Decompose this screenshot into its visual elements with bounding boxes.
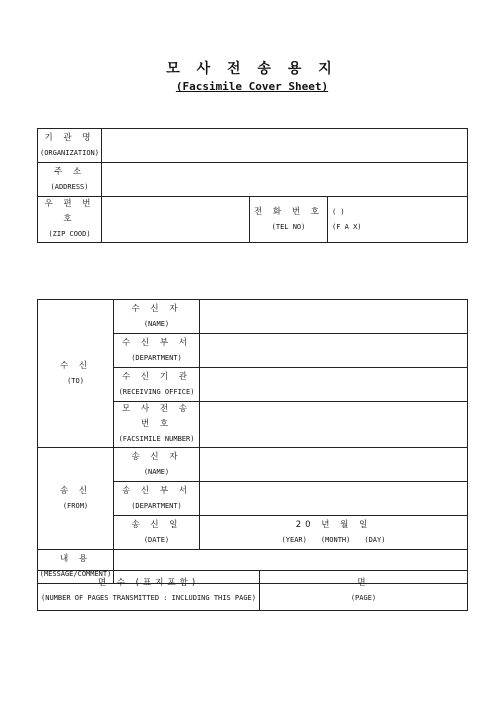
organization-label: 기 관 명 (ORGANIZATION) <box>38 129 102 163</box>
message-label: 내 용 (MESSAGE/COMMENT) <box>38 550 114 584</box>
from-date-label: 송 신 일 (DATE) <box>114 516 200 550</box>
to-office-field[interactable] <box>200 368 468 402</box>
from-name-label: 송 신 자 (NAME) <box>114 448 200 482</box>
to-group-label: 수 신 (TO) <box>38 300 114 448</box>
address-label: 주 소 (ADDRESS) <box>38 163 102 197</box>
pages-table <box>37 570 468 611</box>
tel-fax-field[interactable]: ( ) (F A X) <box>328 197 468 243</box>
from-dept-label: 송 신 부 서 (DEPARTMENT) <box>114 482 200 516</box>
page-subtitle: (Facsimile Cover Sheet) <box>175 80 329 93</box>
to-fax-label: 모 사 전 송 번 호 (FACSIMILE NUMBER) <box>114 402 200 448</box>
from-dept-field[interactable] <box>200 482 468 516</box>
to-fax-field[interactable] <box>200 402 468 448</box>
to-dept-label: 수 신 부 서 (DEPARTMENT) <box>114 334 200 368</box>
pages-field[interactable]: 면 (PAGE) <box>260 571 468 611</box>
address-field[interactable] <box>102 163 468 197</box>
from-name-field[interactable] <box>200 448 468 482</box>
page-title: 모 사 전 송 용 지 <box>166 61 338 77</box>
sender-info-table <box>37 128 468 243</box>
to-dept-field[interactable] <box>200 334 468 368</box>
to-name-label: 수 신 자 (NAME) <box>114 300 200 334</box>
to-name-field[interactable] <box>200 300 468 334</box>
zip-label: 우 편 번 호 (ZIP COOD) <box>38 197 102 243</box>
tel-label: 전 화 번 호 (TEL NO) <box>250 197 328 243</box>
to-office-label: 수 신 기 관 (RECEIVING OFFICE) <box>114 368 200 402</box>
pages-label: 면 수 (표지포함) (NUMBER OF PAGES TRANSMITTED : INCLUDING THIS PAGE) <box>38 571 260 611</box>
to-from-table <box>37 299 468 584</box>
from-date-field[interactable]: 20 년 월 일 (YEAR) (MONTH) (DAY) <box>200 516 468 550</box>
organization-field[interactable] <box>102 129 468 163</box>
zip-field[interactable] <box>102 197 250 243</box>
from-group-label: 송 신 (FROM) <box>38 448 114 550</box>
